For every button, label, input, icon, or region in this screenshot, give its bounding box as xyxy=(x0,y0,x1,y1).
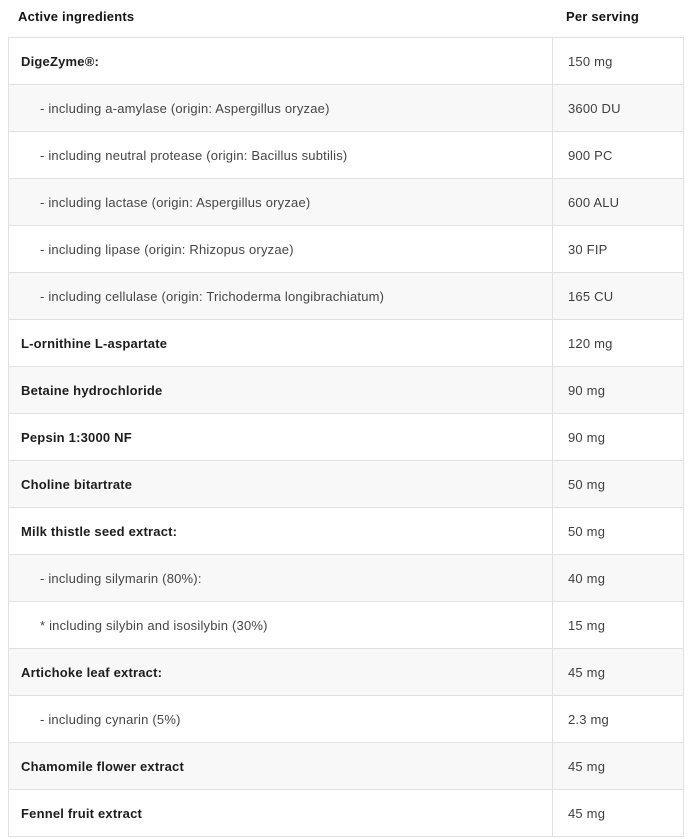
per-serving-value: 90 mg xyxy=(552,414,683,460)
table-row-pepsin xyxy=(9,413,683,460)
table-row-cellulase xyxy=(9,272,683,319)
ingredient-name: L-ornithine L-aspartate xyxy=(21,335,168,351)
per-serving-value: 165 CU xyxy=(552,273,683,319)
table-row-choline xyxy=(9,460,683,507)
per-serving-value: 3600 DU xyxy=(552,85,683,131)
ingredient-name: Betaine hydrochloride xyxy=(21,382,163,398)
ingredient-name: Chamomile flower extract xyxy=(21,758,185,774)
table-row-chamomile xyxy=(9,742,683,789)
ingredient-name: Artichoke leaf extract: xyxy=(21,664,163,680)
active-ingredients-table xyxy=(8,37,684,837)
col-header-active-ingredients: Active ingredients xyxy=(18,9,135,24)
table-row-silymarin xyxy=(9,554,683,601)
table-header xyxy=(8,0,684,37)
ingredient-name: * including silybin and isosilybin (30%) xyxy=(40,617,268,633)
per-serving-value: 600 ALU xyxy=(552,179,683,225)
ingredient-name: - including silymarin (80%): xyxy=(40,570,202,586)
table-row-artichoke xyxy=(9,648,683,695)
per-serving-value: 45 mg xyxy=(552,743,683,789)
per-serving-value: 900 PC xyxy=(552,132,683,178)
per-serving-value: 45 mg xyxy=(552,649,683,695)
table-row-lipase xyxy=(9,225,683,272)
per-serving-value: 150 mg xyxy=(552,38,683,84)
table-row-l-ornithine xyxy=(9,319,683,366)
table-row-fennel xyxy=(9,789,683,836)
ingredient-name: - including lipase (origin: Rhizopus oryzae) xyxy=(40,241,294,257)
table-row-cynarin xyxy=(9,695,683,742)
per-serving-value: 120 mg xyxy=(552,320,683,366)
per-serving-value: 50 mg xyxy=(552,461,683,507)
table-row-silybin xyxy=(9,601,683,648)
per-serving-value: 45 mg xyxy=(552,790,683,836)
table-row-lactase xyxy=(9,178,683,225)
per-serving-value: 50 mg xyxy=(552,508,683,554)
ingredient-name: - including cynarin (5%) xyxy=(40,711,181,727)
ingredient-name: Milk thistle seed extract: xyxy=(21,523,178,539)
ingredient-name: - including lactase (origin: Aspergillus oryzae) xyxy=(40,194,311,210)
per-serving-value: 15 mg xyxy=(552,602,683,648)
ingredient-name: - including cellulase (origin: Trichoderma longibrachiatum) xyxy=(40,288,385,304)
ingredient-name: DigeZyme®: xyxy=(21,53,100,69)
ingredient-name: Fennel fruit extract xyxy=(21,805,143,821)
ingredient-name: - including a-amylase (origin: Aspergillus oryzae) xyxy=(40,100,330,116)
per-serving-value: 40 mg xyxy=(552,555,683,601)
per-serving-value: 90 mg xyxy=(552,367,683,413)
ingredient-name: Pepsin 1:3000 NF xyxy=(21,429,132,445)
table-row-digezyme xyxy=(9,38,683,84)
ingredient-name: - including neutral protease (origin: Bacillus subtilis) xyxy=(40,147,348,163)
col-header-per-serving: Per serving xyxy=(566,9,640,24)
per-serving-value: 2.3 mg xyxy=(552,696,683,742)
table-row-milk-thistle xyxy=(9,507,683,554)
ingredient-name: Choline bitartrate xyxy=(21,476,133,492)
per-serving-value: 30 FIP xyxy=(552,226,683,272)
table-row-neutral-protease xyxy=(9,131,683,178)
table-row-betaine xyxy=(9,366,683,413)
table-row-amylase xyxy=(9,84,683,131)
